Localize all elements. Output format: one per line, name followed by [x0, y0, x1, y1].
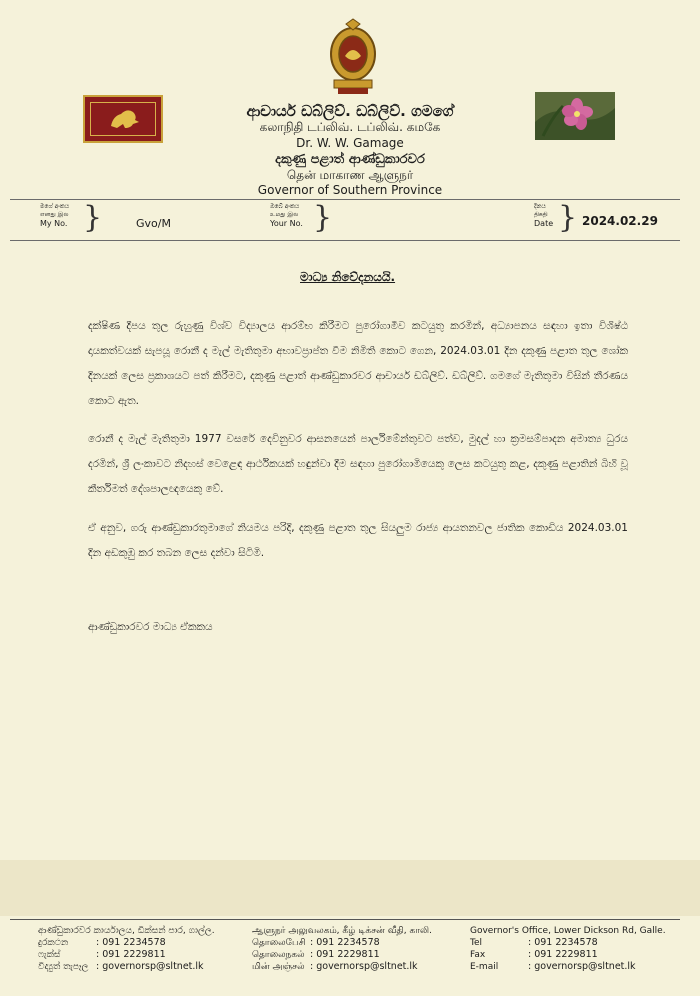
- footer-email-si: : governorsp@sltnet.lk: [96, 961, 204, 972]
- date-brace: }: [558, 200, 578, 235]
- governor-title-tamil: தென் மாகாண ஆளுநர்: [286, 168, 414, 182]
- my-no-label: මගේ අංකය எனது இல My No.: [40, 203, 70, 228]
- signature-media-unit: ආණ්ඩුකාරවර මාධ්‍ය ඒකකය: [88, 621, 213, 633]
- flower-photo-icon: [535, 92, 615, 140]
- footer-band: [0, 860, 700, 916]
- paragraph-3: ඒ අනුව, ගරු ආණ්ඩුකාරතුමාගේ නියමය පරිදි, දකුණු පළාත තුල සියලුම රාජ්‍ය ආයතනවල ජාතික කොඩිය 2024.03.01 දින අඩකුඹු කර තබන ලෙස දන්වා සිටිමි.: [88, 522, 628, 559]
- governor-name-sinhala: ආචාර්ය ඩබ්ලිව්. ඩබ්ලිව්. ගමගේ: [246, 102, 454, 120]
- your-no-brace: }: [313, 200, 333, 235]
- header-rule-top: [10, 199, 680, 200]
- footer-rule: [10, 919, 680, 920]
- my-no-value: Gvo/M: [136, 217, 171, 230]
- header-rule-bottom: [10, 240, 680, 241]
- governor-title-sinhala: දකුණු පළාත් ආණ්ඩුකාරවර: [275, 152, 425, 167]
- paragraph-1: දක්ෂිණ දීපය තුල රුහුණු විශ්ව විද්‍යාලය ආරම්භ කිරීමට පුරෝගාමීව කටයුතු කරමින්, අධ්‍යාපනය සඳහා ඉතා විශිෂ්ඨ දායකත්වයක් සැපයූ රොනී ද මැල් මැතිතුමා අභාවප්‍රාප්ත වීම නිමිති කොට ගෙන, 2024.03.01 දින දකුණු පළාත තුල ශෝක දිනයක් ලෙස ප්‍රකාශයට පත් කිරීමට, දකුණු පළාත් ආණ්ඩුකාරවර ආචාර්ය ඩබ්ලිව්. ඩබ්ලිව්. ගමගේ මැතිතුමා විසින් තීරණය කොට ඇත.: [88, 320, 628, 407]
- press-release-title: මාධ්‍ය නිවේදනයයි.: [300, 270, 396, 284]
- date-value: 2024.02.29: [582, 214, 658, 228]
- southern-province-flag-icon: [83, 95, 163, 143]
- footer-sinhala: ආණ්ඩුකාරවර කාර්යාලය, ඩික්සන් පාර, ගාල්ල. දුරකථන : 091 2234578 ෆැක්ස් : 091 2229811 විද්‍යුත් තැපෑල : governorsp@sltnet.lk: [38, 926, 215, 972]
- footer-english: Governor's Office, Lower Dickson Rd, Galle. Tel : 091 2234578 Fax : 091 2229811 E-mail : governorsp@sltnet.lk: [470, 926, 666, 972]
- footer-tamil: ஆளுநர் அலுவலகம், கீழ் டிக்சன் வீதி, காலி. தொலைபேசி : 091 2234578 தொலைநகல் : 091 2229811 மின் அஞ்சல் : governorsp@sltnet.lk: [252, 926, 432, 972]
- paragraph-2: රොනී ද මැල් මැතිතුමා 1977 වසරේ දෙවිනුවර ආසනයෙන් පාර්ලිමේන්තුවට පත්ව, මුදල් හා ක්‍රමසම්පාදන අමාත්‍ය ධුරය දරමින්, ශ්‍රී ලංකාවට නිදහස් වෙළෙඳ ආර්ථිකයක් හඳුන්වා දීම සඳහා පුරෝගාමියෙකු ලෙස කටයුතු කළ, දකුණු පළාතින් බිහි වූ කීර්තිමත් දේශපාලඥයෙකු වේ.: [88, 433, 628, 495]
- footer-email-en: : governorsp@sltnet.lk: [528, 961, 636, 972]
- governor-title-english: Governor of Southern Province: [257, 183, 443, 197]
- your-no-label: ඔබේ අංකය உமது இல Your No.: [270, 203, 303, 228]
- footer-email-ta: : governorsp@sltnet.lk: [310, 961, 418, 972]
- my-no-brace: }: [83, 200, 103, 235]
- governor-name-tamil: கலாநிதி டப்லிவ். டப்லிவ். கமகே: [259, 120, 441, 134]
- governor-name-english: Dr. W. W. Gamage: [296, 136, 404, 150]
- sri-lanka-state-emblem-icon: [326, 18, 380, 96]
- date-label: දිනය திகதி Date: [534, 203, 554, 228]
